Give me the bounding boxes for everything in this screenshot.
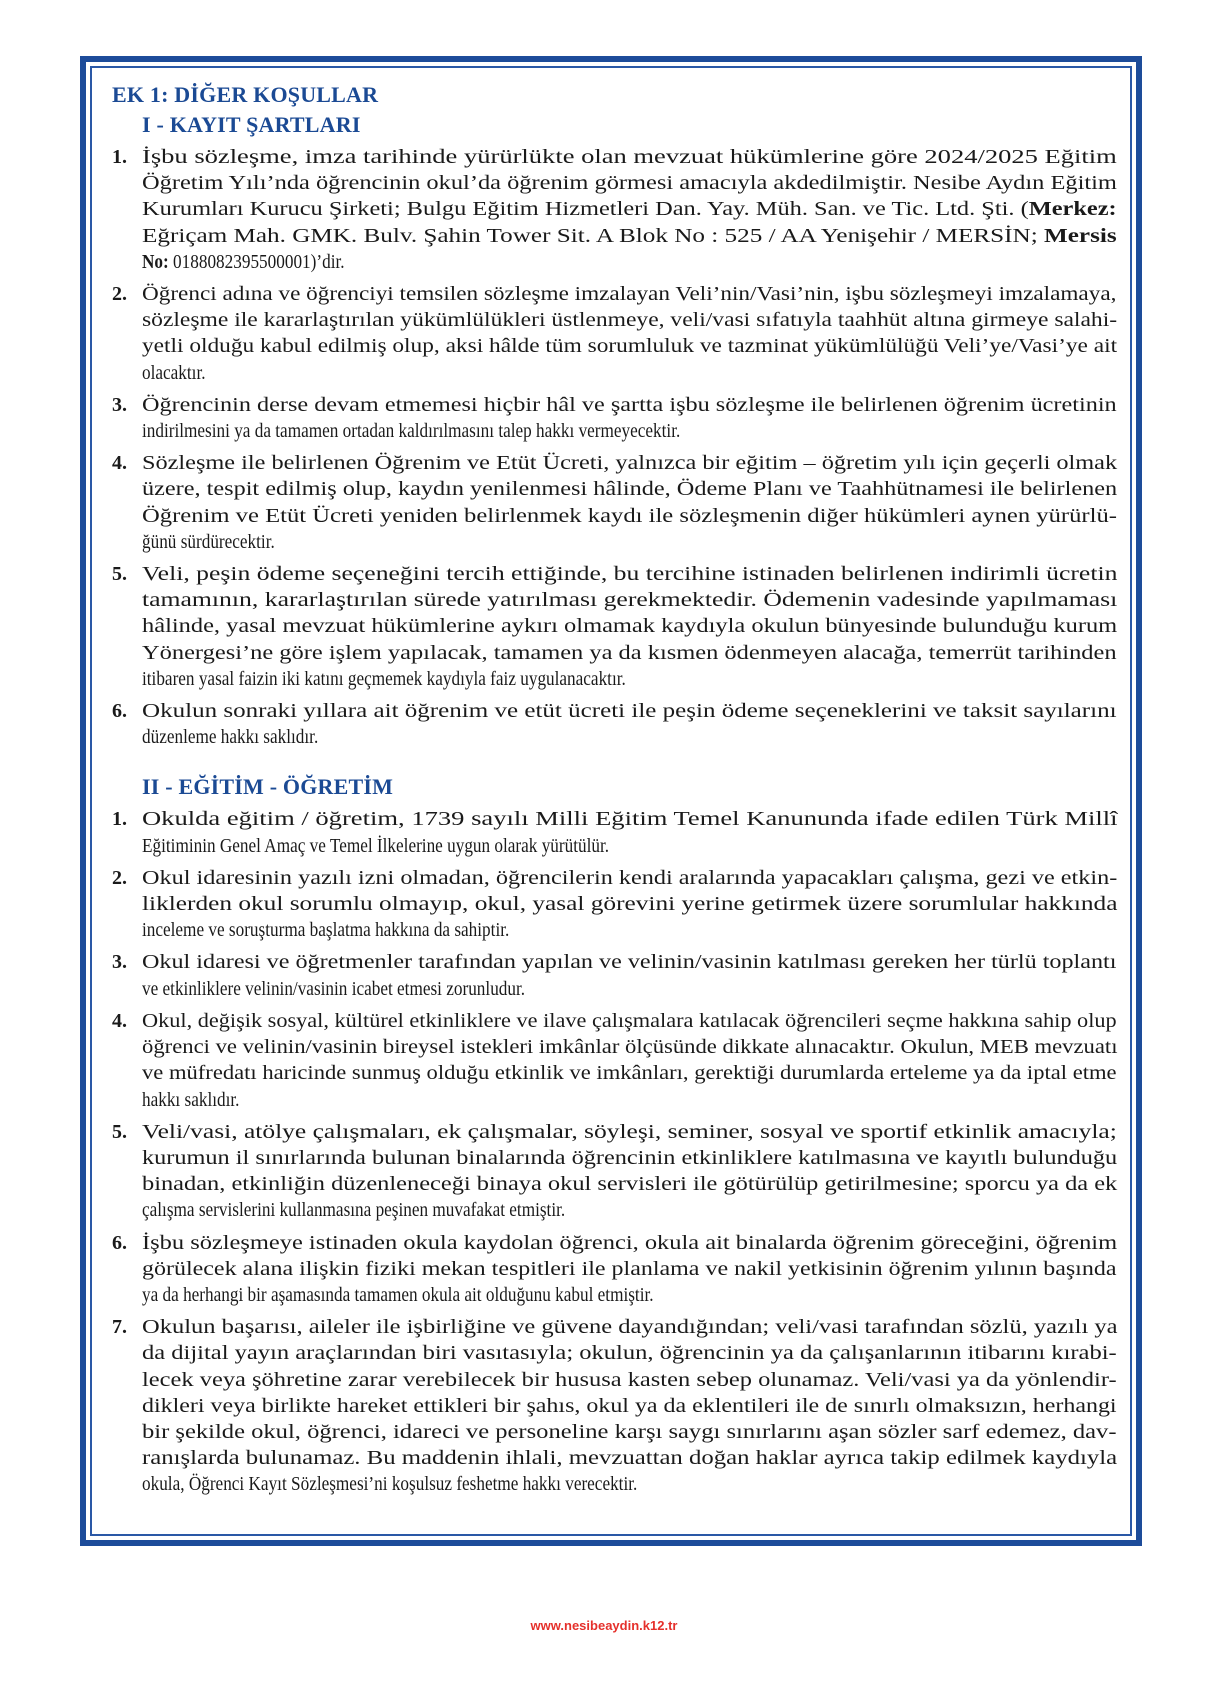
list-item	[112, 1119, 1118, 1224]
line-text: 0188082395500001)’dir.	[173, 250, 345, 273]
section-list	[112, 144, 1118, 750]
item-number: 7.	[112, 1316, 127, 1339]
item-line: indirilmesini ya da tamamen ortadan kaldırılmasını talep hakkı vermeyecektir.	[142, 420, 681, 443]
list-item	[112, 1314, 1118, 1497]
item-line: Veli, peşin ödeme seçeneğini tercih ettiğinde, bu tercihine istinaden belirlenen indirimli ücretin	[142, 563, 1118, 586]
item-line: okula, Öğrenci Kayıt Sözleşmesi’ni koşulsuz feshetme hakkı verecektir.	[142, 1473, 638, 1496]
bold-label-mersis: Mersis	[1043, 224, 1117, 247]
document-body	[112, 80, 1118, 1504]
item-line: düzenleme hakkı saklıdır.	[142, 726, 319, 749]
list-item	[112, 392, 1118, 444]
item-number: 3.	[112, 951, 127, 974]
item-line: Okulun başarısı, aileler ile işbirliğine ve güvene dayandığından; veli/vasi tarafından sözlü, yazılı ya	[142, 1316, 1118, 1339]
list-item	[112, 806, 1118, 858]
item-line: Okul, değişik sosyal, kültürel etkinliklere ve ilave çalışmalara katılacak öğrencileri seçme hakkına sahip olup	[142, 1009, 1117, 1032]
item-line: Öğrenim ve Etüt Ücreti yeniden belirlenmek kaydı ile sözleşmenin diğer hükümleri aynen yürürlü-	[142, 504, 1117, 527]
item-line: yetli olduğu kabul edilmiş olup, aksi hâlde tüm sorumluluk ve tazminat yükümlülüğü Veli’ye/Vasi’ye ait	[142, 335, 1118, 358]
item-line: Okulda eğitim / öğretim, 1739 sayılı Milli Eğitim Temel Kanununda ifade edilen Türk Millî	[142, 808, 1118, 831]
bold-label-no: No:	[142, 250, 169, 273]
list-item	[112, 949, 1118, 1001]
item-line: Veli/vasi, atölye çalışmaları, ek çalışmalar, söyleşi, seminer, sosyal ve sportif etkinlik amacıyla;	[142, 1120, 1117, 1143]
item-line: Okulun sonraki yıllara ait öğrenim ve etüt ücreti ile peşin ödeme seçeneklerini ve taksit sayılarını	[142, 700, 1117, 723]
item-line: liklerden okul sorumlu olmayıp, okul, yasal görevini yerine getirmek üzere sorumlular hakkında	[142, 893, 1118, 916]
line-text: Eğriçam Mah. GMK. Bulv. Şahin Tower Sit. A Blok No : 525 / AA Yenişehir / MERSİN;	[142, 224, 1038, 247]
item-line: hâlinde, yasal mevzuat hükümlerine aykırı olmamak kaydıyla okulun bünyesinde bulunduğu kurum	[142, 615, 1118, 638]
list-item	[112, 698, 1118, 750]
item-number: 4.	[112, 452, 127, 475]
item-line: inceleme ve soruşturma başlatma hakkına da sahiptir.	[142, 919, 510, 942]
section-title: I - KAYIT ŞARTLARI	[142, 112, 361, 137]
item-line: da dijital yayın araçlarından biri vasıtasıyla; okulun, öğrencinin ya da çalışanlarının itibarını kırabi-	[142, 1342, 1117, 1365]
list-item	[112, 1230, 1118, 1309]
item-number: 3.	[112, 393, 127, 416]
item-line: itibaren yasal faizin iki katını geçmemek kaydıyla faiz uygulanacaktır.	[142, 667, 626, 690]
section-title: II - EĞİTİM - ÖĞRETİM	[142, 774, 394, 800]
item-line: Öğrencinin derse devam etmemesi hiçbir hâl ve şartta işbu sözleşme ile belirlenen öğrenim ücretinin	[142, 393, 1117, 416]
item-number: 4.	[112, 1009, 127, 1032]
item-line: bir şekilde okul, öğrenci, idareci ve personeline karşı saygı sınırlarını aşan sözler sarf edemez, dav-	[142, 1420, 1117, 1443]
item-number: 6.	[112, 1231, 127, 1254]
item-line: hakkı saklıdır.	[142, 1088, 240, 1111]
item-line: İşbu sözleşme, imza tarihinde yürürlükte olan mevzuat hükümlerine göre 2024/2025 Eğitim	[142, 146, 1117, 168]
item-line: ya da herhangi bir aşamasında tamamen okula ait olduğunu kabul etmiştir.	[142, 1283, 654, 1306]
item-number: 5.	[112, 563, 127, 586]
item-line	[142, 223, 1117, 249]
line-text: Kurumları Kurucu Şirketi; Bulgu Eğitim Hizmetleri Dan. Yay. Müh. San. ve Tic. Ltd. Şti. (	[142, 198, 1029, 221]
item-line: binadan, etkinliğin düzenleneceği binaya okul servisleri ile götürülüp getirilmesine; sporcu ya da ek	[142, 1173, 1118, 1196]
item-line: Eğitiminin Genel Amaç ve Temel İlkelerine uygun olarak yürütülür.	[142, 834, 610, 857]
item-line: dikleri veya birlikte hareket ettikleri bir şahıs, okul ya da eklentileri ile de sınırlı olmaksızın, herhangi	[142, 1394, 1117, 1417]
item-line: görülecek alana ilişkin fiziki mekan tespitleri ile planlama ve nakil yetkisinin öğrenim yılının başında	[142, 1257, 1117, 1280]
list-item	[112, 561, 1118, 692]
item-line: İşbu sözleşmeye istinaden okula kaydolan öğrenci, okula ait binalarda öğrenim göreceğini, öğrenim	[142, 1231, 1118, 1254]
item-line	[142, 196, 1117, 222]
item-line: Sözleşme ile belirlenen Öğrenim ve Etüt Ücreti, yalnızca bir eğitim – öğretim yılı için geçerli olmak	[142, 452, 1118, 475]
item-line: üzere, tespit edilmiş olup, kaydın yenilenmesi hâlinde, Ödeme Planı ve Taahhütnamesi ile belirlenen	[142, 478, 1118, 501]
item-number: 5.	[112, 1120, 127, 1143]
item-line: sözleşme ile kararlaştırılan yükümlülükleri üstlenmeye, veli/vasi sıfatıyla taahhüt altına girmeye salahi-	[142, 309, 1118, 332]
item-number: 2.	[112, 283, 127, 306]
list-item	[112, 281, 1118, 386]
item-line: çalışma servislerini kullanmasına peşinen muvafakat etmiştir.	[142, 1199, 566, 1222]
document-title: EK 1: DİĞER KOŞULLAR	[112, 82, 379, 107]
item-number: 2.	[112, 866, 127, 889]
item-line: Yönergesi’ne göre işlem yapılacak, tamamen ya da kısmen ödenmeyen alacağa, temerrüt tarihinden	[142, 641, 1117, 664]
item-line	[142, 249, 345, 275]
footer-website[interactable]: www.nesibeaydin.k12.tr	[530, 1618, 678, 1633]
item-number: 6.	[112, 700, 127, 723]
item-line: Öğrenci adına ve öğrenciyi temsilen sözleşme imzalayan Veli’nin/Vasi’nin, işbu sözleşmeyi imzalamaya,	[142, 283, 1117, 306]
section-list	[112, 806, 1118, 1497]
item-line: tamamının, kararlaştırılan sürede yatırılması gerekmektedir. Ödemenin vadesinde yapılmaması	[142, 589, 1118, 612]
list-item	[112, 1008, 1118, 1113]
list-item	[112, 144, 1118, 275]
item-line: Okul idaresi ve öğretmenler tarafından yapılan ve velinin/vasinin katılması gereken her türlü toplantı	[142, 951, 1117, 974]
list-item	[112, 865, 1118, 944]
item-line: Öğretim Yılı’nda öğrencinin okul’da öğrenim görmesi amacıyla akdedilmiştir. Nesibe Aydın Eğitim	[142, 172, 1117, 195]
item-number: 1.	[112, 146, 127, 168]
item-line: ğünü sürdürecektir.	[142, 530, 275, 553]
item-line: ve müfredatı haricinde sunmuş olduğu etkinlik ve imkânları, gerektiği durumlarda erteleme ya da iptal etme	[142, 1062, 1117, 1085]
item-line: lecek veya şöhretine zarar verebilecek bir hususa kasten sebep olunamaz. Veli/vasi ya da yönlendir-	[142, 1368, 1117, 1391]
item-line: ranışlarda bulunamaz. Bu maddenin ihlali, mevzuattan doğan haklar ayrıca takip edilmek kaydıyla	[142, 1447, 1118, 1470]
item-line: kurumun il sınırlarında bulunan binalarında öğrencinin etkinliklere katılmasına ve kayıtlı bulunduğu	[142, 1146, 1118, 1169]
list-item	[112, 450, 1118, 555]
item-line: ve etkinliklere velinin/vasinin icabet etmesi zorunludur.	[142, 977, 526, 1000]
bold-label-merkez: Merkez:	[1028, 198, 1117, 221]
item-line: öğrenci ve velinin/vasinin bireysel istekleri imkânlar ölçüsünde dikkate alınacaktır. Okulun, MEB mevzuatı	[142, 1036, 1118, 1059]
item-number: 1.	[112, 808, 127, 831]
item-line: olacaktır.	[142, 361, 206, 384]
item-line: Okul idaresinin yazılı izni olmadan, öğrencilerin kendi aralarında yapacakları çalışma, gezi ve etkin-	[142, 866, 1118, 889]
